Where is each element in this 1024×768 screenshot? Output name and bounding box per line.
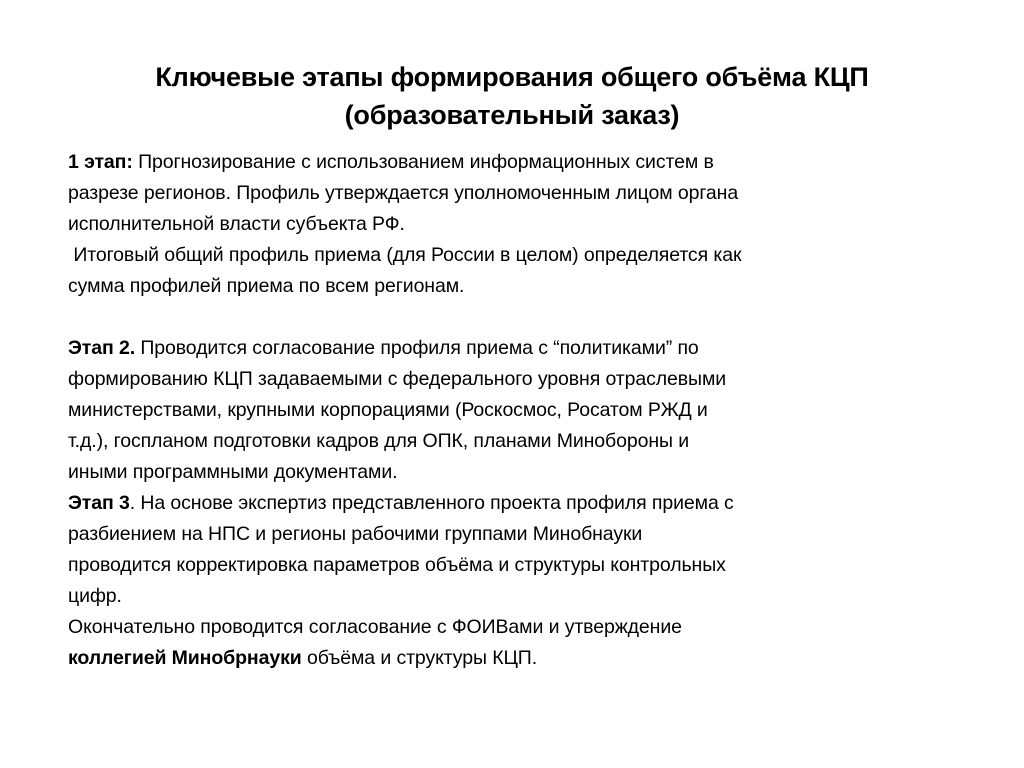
final-line-1: Окончательно проводится согласование с ФОИВами и утверждение xyxy=(68,616,682,638)
stage1-line-2: разрезе регионов. Профиль утверждается уполномоченным лицом органа xyxy=(68,182,739,204)
stage1-text-1: Прогнозирование с использованием информационных систем в xyxy=(132,151,714,173)
stage1-line-1 xyxy=(68,147,948,178)
title-line-2: (образовательный заказ) xyxy=(344,100,680,130)
stage3-text-1: . На основе экспертиз представленного проекта профиля приема с xyxy=(129,492,734,514)
stage2-line-5: иными программными документами. xyxy=(68,461,398,483)
paragraph-spacer xyxy=(68,302,948,333)
stage2-line-2: формированию КЦП задаваемыми с федерального уровня отраслевыми xyxy=(68,368,727,390)
slide-title xyxy=(60,58,964,134)
stage3-label: Этап 3 xyxy=(68,492,130,514)
title-line-1: Ключевые этапы формирования общего объёма КЦП xyxy=(155,62,869,92)
stage3-line-2: разбиением на НПС и регионы рабочими группами Минобнауки xyxy=(68,523,643,545)
stage2-label: Этап 2. xyxy=(68,337,136,359)
stage3-line-4: цифр. xyxy=(68,585,122,607)
stage1-line-5: сумма профилей приема по всем регионам. xyxy=(68,275,465,297)
stage2-line-3: министерствами, крупными корпорациями (Роскосмос, Росатом РЖД и xyxy=(68,399,708,421)
stage1-line-3: исполнительной власти субъекта РФ. xyxy=(68,213,405,235)
stage1-text-4: Итоговый общий профиль приема (для России в целом) определяется как xyxy=(73,244,742,266)
final-bold-text: коллегией Минобрнауки xyxy=(68,647,302,669)
stage3-line-3: проводится корректировка параметров объёма и структуры контрольных xyxy=(68,554,726,576)
final-line-2 xyxy=(68,643,948,674)
final-rest-text: объёма и структуры КЦП. xyxy=(301,647,538,669)
stage2-line-4: т.д.), госпланом подготовки кадров для ОПК, планами Минобороны и xyxy=(68,430,690,452)
slide-body xyxy=(68,147,948,674)
stage2-line-1 xyxy=(68,333,948,364)
stage1-line-4 xyxy=(68,240,948,271)
stage1-label: 1 этап: xyxy=(68,151,133,173)
stage2-text-1: Проводится согласование профиля приема с “политиками” по xyxy=(135,337,699,359)
stage3-line-1 xyxy=(68,488,948,519)
